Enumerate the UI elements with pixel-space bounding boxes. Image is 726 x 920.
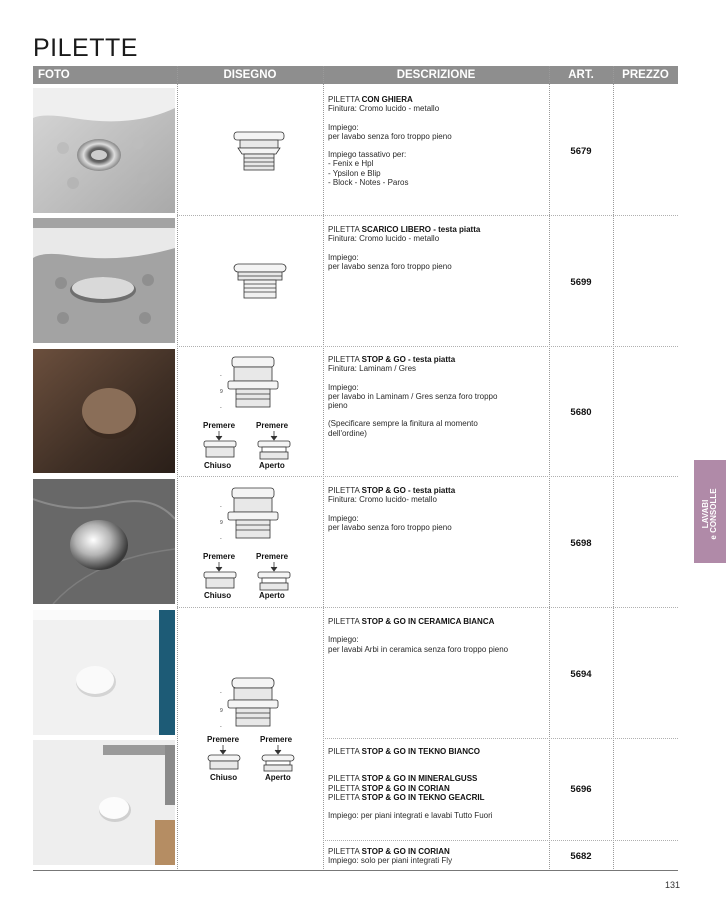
drawing-scarico-libero	[228, 262, 292, 307]
svg-text:-: -	[220, 373, 222, 379]
column-separator	[613, 66, 614, 871]
art-code: 5680	[570, 407, 592, 418]
svg-text:-: -	[220, 690, 222, 696]
row-separator	[177, 346, 678, 347]
description-5696: PILETTA STOP & GO IN TEKNO BIANCO PILETTA STOP & GO IN MINERALGUSS PILETTA STOP & GO IN CORIAN PILETTA STOP & GO IN TEKNO GEACRIL Impiego: per piani integrati e lavabi Tutto Fuori	[328, 747, 493, 821]
svg-text:-: -	[220, 536, 222, 542]
description-5679: PILETTA CON GHIERA Finitura: Cromo lucido - metallo Impiego: per lavabo senza foro troppo pieno Impiego tassativo per: - Fenix e Hpl - Ypsilon e Blip - Block - Notes - Paros	[328, 95, 452, 188]
column-separator	[323, 66, 324, 871]
svg-text:9: 9	[220, 520, 223, 526]
drawing-stop-go-5698	[216, 486, 292, 549]
label-closed: Chiuso	[210, 773, 238, 782]
description-5699: PILETTA SCARICO LIBERO - testa piatta Finitura: Cromo lucido - metallo Impiego: per lavabo senza foro troppo pieno	[328, 225, 481, 271]
label-press-right: Premere	[256, 552, 289, 561]
product-photo-5699	[33, 218, 175, 343]
label-closed: Chiuso	[204, 591, 232, 600]
section-tab[interactable]	[694, 460, 726, 563]
svg-text:-: -	[220, 724, 222, 730]
header-disegno: DISEGNO	[177, 66, 323, 84]
row-separator	[177, 215, 678, 216]
art-code: 5696	[570, 784, 592, 795]
art-code: 5679	[570, 146, 592, 157]
table-bottom-rule	[33, 870, 678, 871]
description-5680: PILETTA STOP & GO - testa piatta Finitura: Laminam / Gres Impiego: per lavabo in Laminam / Gres senza foro troppo pieno (Specificare sempre la finitura al momento dell'ordine)	[328, 355, 498, 438]
drawing-stop-go-5680	[216, 355, 292, 418]
drawing-stop-go-ceramica	[216, 676, 292, 737]
art-code: 5699	[570, 277, 592, 288]
label-open: Aperto	[265, 773, 291, 782]
svg-text:9: 9	[220, 389, 223, 395]
description-5682: PILETTA STOP & GO IN CORIAN Impiego: solo per piani integrati Fly	[328, 847, 453, 866]
drawing-piletta-con-ghiera	[226, 128, 292, 179]
svg-text:-: -	[220, 405, 222, 411]
label-closed: Chiuso	[204, 461, 232, 470]
header-foto: FOTO	[33, 66, 177, 84]
product-photo-5696	[33, 740, 175, 865]
label-open: Aperto	[259, 591, 285, 600]
label-press-left: Premere	[207, 735, 240, 744]
description-5698: PILETTA STOP & GO - testa piatta Finitura: Cromo lucido- metallo Impiego: per lavabo senza foro troppo pieno	[328, 486, 456, 532]
page-number: 131	[664, 880, 680, 890]
svg-text:9: 9	[220, 708, 223, 714]
header-descrizione: DESCRIZIONE	[323, 66, 549, 84]
page-title: PILETTE	[33, 34, 138, 62]
label-press-left: Premere	[203, 421, 236, 430]
label-press-right: Premere	[256, 421, 289, 430]
header-art: ART.	[549, 66, 613, 84]
product-photo-5680	[33, 349, 175, 473]
header-prezzo: PREZZO	[613, 66, 678, 84]
product-photo-5679	[33, 88, 175, 213]
product-photo-5698	[33, 479, 175, 604]
column-separator	[177, 66, 178, 871]
art-code: 5682	[570, 851, 592, 862]
label-press-left: Premere	[203, 552, 236, 561]
row-separator	[323, 840, 678, 841]
label-press-right: Premere	[260, 735, 293, 744]
row-separator	[323, 738, 678, 739]
art-code: 5694	[570, 669, 592, 680]
art-code: 5698	[570, 538, 592, 549]
section-tab-label: LAVABI e CONSOLLE	[701, 488, 718, 540]
product-photo-5694	[33, 610, 175, 735]
description-5694: PILETTA STOP & GO IN CERAMICA BIANCA Impiego: per lavabi Arbi in ceramica senza foro troppo pieno	[328, 617, 509, 654]
row-separator	[177, 476, 678, 477]
column-separator	[549, 66, 550, 871]
label-open: Aperto	[259, 461, 285, 470]
row-separator	[177, 607, 678, 608]
svg-text:-: -	[220, 504, 222, 510]
